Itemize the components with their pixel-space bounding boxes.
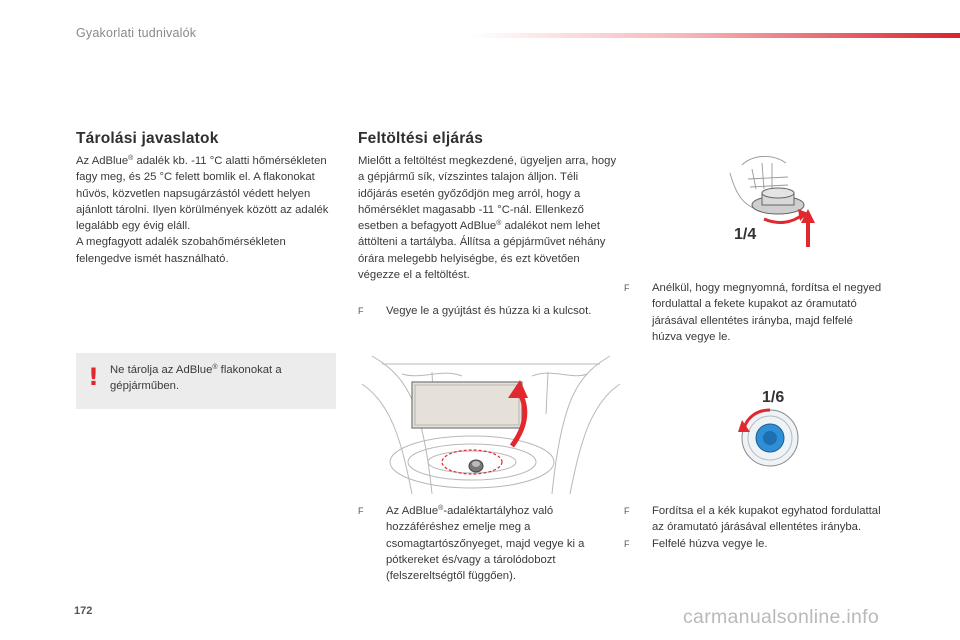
trunk-illustration bbox=[362, 354, 620, 494]
chapter-title: Gyakorlati tudnivalók bbox=[76, 26, 197, 40]
storage-p2: A megfagyott adalék szobahőmérsékleten felengedve ismét használható. bbox=[76, 236, 286, 265]
exclamation-icon: ! bbox=[88, 363, 99, 391]
bullet-icon: F bbox=[358, 306, 364, 316]
storage-p1-post: adalék kb. -11 °C alatti hőmérsékleten fagy meg, és 25 °C felett bomlik el. A flakonokat hűvös, közvetlen napsugárzástól védett helyen ajánlott tárolni. Ilyen körülmények között az adalék legalább egy évig eláll. bbox=[76, 155, 329, 233]
bullet-icon: F bbox=[358, 506, 364, 516]
step-3: F Anélkül, hogy megnyomná, fordítsa el negyed fordulattal a fekete kupakot az óramutató járásával ellentétes irányba, majd felfelé húzva vegye le. bbox=[624, 282, 882, 343]
page-number: 172 bbox=[74, 605, 93, 617]
storage-p1-pre: Az AdBlue bbox=[76, 155, 129, 167]
storage-paragraph bbox=[76, 153, 338, 267]
warning-text: Ne tárolja az AdBlue® flakonokat a gépjárműben. bbox=[110, 364, 282, 393]
blue-cap-illustration bbox=[730, 382, 816, 468]
black-cap-illustration bbox=[722, 155, 822, 250]
bullet-icon: F bbox=[624, 506, 630, 516]
warning-box bbox=[76, 353, 336, 409]
filling-intro: Mielőtt a feltöltést megkezdené, ügyeljen arra, hogy a gépjármű sík, vízszintes talajon álljon. Téli időjárás esetén győződjön meg arról, hogy a hőmérséklet magasabb -11 °C-nál. Ellenkező esetben a befagyott AdBlue® adalékot nem lehet áttölteni a tartályba. Állítsa a gépjárművet néhány órára melegebb helyiségbe, és ezt követően végezze el a feltöltést. bbox=[358, 155, 617, 282]
bullet-icon: F bbox=[624, 538, 630, 549]
sixth-turn-label: 1/6 bbox=[762, 389, 785, 406]
header-accent-bar bbox=[470, 33, 960, 38]
filling-heading: Feltöltési eljárás bbox=[358, 130, 484, 147]
step-2: F Az AdBlue®-adaléktartályhoz való hozzáféréshez emelje meg a csomagtartószőnyeget, majd vegye ki a pótkereket és/vagy a tárolódobozt (felszereltségtől függően). bbox=[358, 505, 585, 583]
quarter-turn-label: 1/4 bbox=[734, 226, 757, 243]
step-4: F Fordítsa el a kék kupakot egyhatod fordulattal az óramutató járásával ellentétes irányba. F Felfelé húzva vegye le. bbox=[624, 503, 886, 552]
step-1: F Vegye le a gyújtást és húzza ki a kulcsot. bbox=[358, 303, 622, 319]
watermark-link[interactable]: carmanualsonline.info bbox=[683, 606, 879, 628]
registered-mark: ® bbox=[128, 155, 134, 162]
bullet-icon: F bbox=[624, 283, 630, 293]
storage-heading: Tárolási javaslatok bbox=[76, 130, 219, 147]
